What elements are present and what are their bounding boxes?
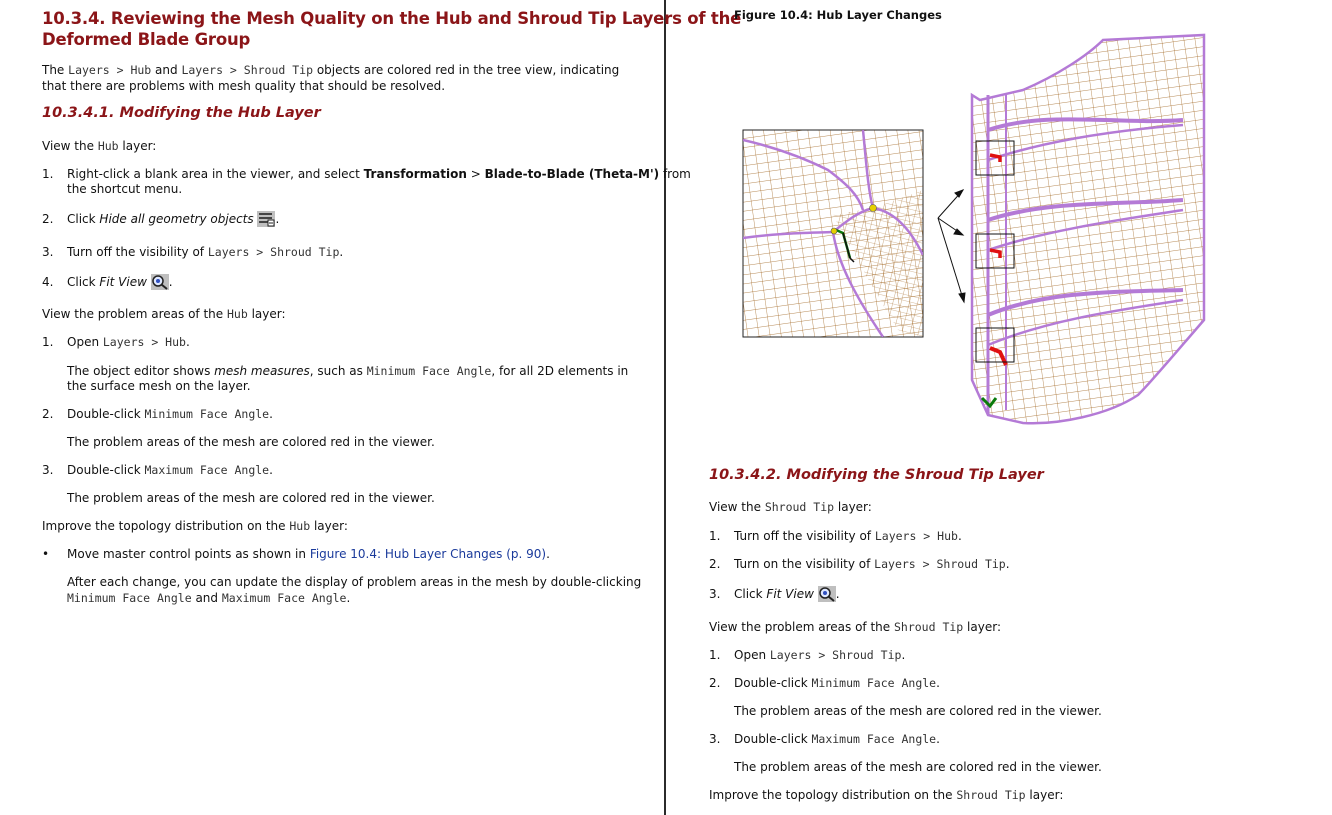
arrow xyxy=(955,190,963,197)
fit-view-icon[interactable] xyxy=(151,274,169,290)
view-hub-text: View the Hub layer: xyxy=(42,139,157,153)
step-min-face-angle: Double-click Minimum Face Angle. xyxy=(734,676,940,690)
section-title-line1: 10.3.4. Reviewing the Mesh Quality on the Hub and Shroud Tip Layers of the xyxy=(42,9,742,28)
view-shroud-text: View the Shroud Tip layer: xyxy=(709,500,872,514)
hub-layer-figure xyxy=(738,30,1218,425)
step-number: 2. xyxy=(42,407,54,421)
view-problem-hub: View the problem areas of the Hub layer: xyxy=(42,307,286,321)
step-open-shroud: Open Layers > Shroud Tip. xyxy=(734,648,906,662)
after-change-note: After each change, you can update the display of problem areas in the mesh by double-clicking xyxy=(67,575,642,589)
section-title-line2: Deformed Blade Group xyxy=(42,30,251,49)
step-turn-off-shroud: Turn off the visibility of Layers > Shroud Tip. xyxy=(67,245,344,259)
step-number: 2. xyxy=(709,557,721,571)
problem-areas-note: The problem areas of the mesh are colored red in the viewer. xyxy=(734,760,1102,774)
intro-line2: that there are problems with mesh quality that should be resolved. xyxy=(42,79,446,93)
step-hide-geometry: Click Hide all geometry objects . xyxy=(67,212,280,226)
step-fit-view: Click Fit View . xyxy=(734,587,840,601)
after-change-note-line2: Minimum Face Angle and Maximum Face Angle. xyxy=(67,591,351,605)
step-transformation: Right-click a blank area in the viewer, and select Transformation > Blade-to-Blade (Theta-M') from xyxy=(67,167,691,181)
figure-title: Figure 10.4: Hub Layer Changes xyxy=(734,8,942,22)
problem-areas-note: The problem areas of the mesh are colored red in the viewer. xyxy=(67,491,435,505)
step-open-hub: Open Layers > Hub. xyxy=(67,335,190,349)
problem-areas-note: The problem areas of the mesh are colored red in the viewer. xyxy=(734,704,1102,718)
control-point xyxy=(831,228,837,234)
page-ref-link[interactable]: (p. 90) xyxy=(502,547,547,561)
right-page xyxy=(668,0,1332,815)
object-editor-note: The object editor shows mesh measures, such as Minimum Face Angle, for all 2D elements in xyxy=(67,364,629,378)
step-number: 1. xyxy=(709,648,721,662)
step-number: 1. xyxy=(42,335,54,349)
menu-blade-to-blade: Blade-to-Blade (Theta-M') xyxy=(484,167,660,181)
step-min-face-angle: Double-click Minimum Face Angle. xyxy=(67,407,273,421)
step-number: 3. xyxy=(709,732,721,746)
subsection-title-shroud: 10.3.4.2. Modifying the Shroud Tip Layer xyxy=(709,467,1044,483)
step-transformation-line2: the shortcut menu. xyxy=(67,182,183,196)
subsection-title-hub: 10.3.4.1. Modifying the Hub Layer xyxy=(42,105,321,121)
step-max-face-angle: Double-click Maximum Face Angle. xyxy=(734,732,940,746)
intro-line1: The Layers > Hub and Layers > Shroud Tip objects are colored red in the tree view, indicating xyxy=(42,63,620,77)
figure-link[interactable]: Figure 10.4: Hub Layer Changes xyxy=(309,547,503,561)
improve-topology-shroud: Improve the topology distribution on the Shroud Tip layer: xyxy=(709,788,1064,802)
callout-arrows xyxy=(938,190,965,302)
menu-transformation: Transformation xyxy=(363,167,467,181)
blade-mesh xyxy=(972,35,1204,423)
bullet-mark: • xyxy=(42,547,50,561)
step-number: 3. xyxy=(709,587,721,601)
fit-view-icon[interactable] xyxy=(818,586,836,602)
improve-topology-hub: Improve the topology distribution on the Hub layer: xyxy=(42,519,348,533)
step-number: 2. xyxy=(42,212,54,226)
step-number: 1. xyxy=(709,529,721,543)
arrow xyxy=(938,218,964,302)
bullet-move-points: Move master control points as shown in Figure 10.4: Hub Layer Changes (p. 90). xyxy=(67,547,550,561)
step-max-face-angle: Double-click Maximum Face Angle. xyxy=(67,463,273,477)
arrow xyxy=(959,293,965,302)
zoom-inset xyxy=(743,130,923,337)
page-divider xyxy=(664,0,666,815)
view-problem-shroud: View the problem areas of the Shroud Tip layer: xyxy=(709,620,1001,634)
object-editor-note-line2: the surface mesh on the layer. xyxy=(67,379,251,393)
control-point xyxy=(870,205,877,212)
step-number: 4. xyxy=(42,275,54,289)
step-turn-on-shroud: Turn on the visibility of Layers > Shroud Tip. xyxy=(734,557,1010,571)
step-turn-off-hub: Turn off the visibility of Layers > Hub. xyxy=(734,529,962,543)
hide-geometry-icon[interactable] xyxy=(257,211,275,227)
problem-areas-note: The problem areas of the mesh are colored red in the viewer. xyxy=(67,435,435,449)
step-number: 3. xyxy=(42,463,54,477)
step-fit-view: Click Fit View . xyxy=(67,275,173,289)
step-number: 3. xyxy=(42,245,54,259)
step-number: 2. xyxy=(709,676,721,690)
step-number: 1. xyxy=(42,167,54,181)
